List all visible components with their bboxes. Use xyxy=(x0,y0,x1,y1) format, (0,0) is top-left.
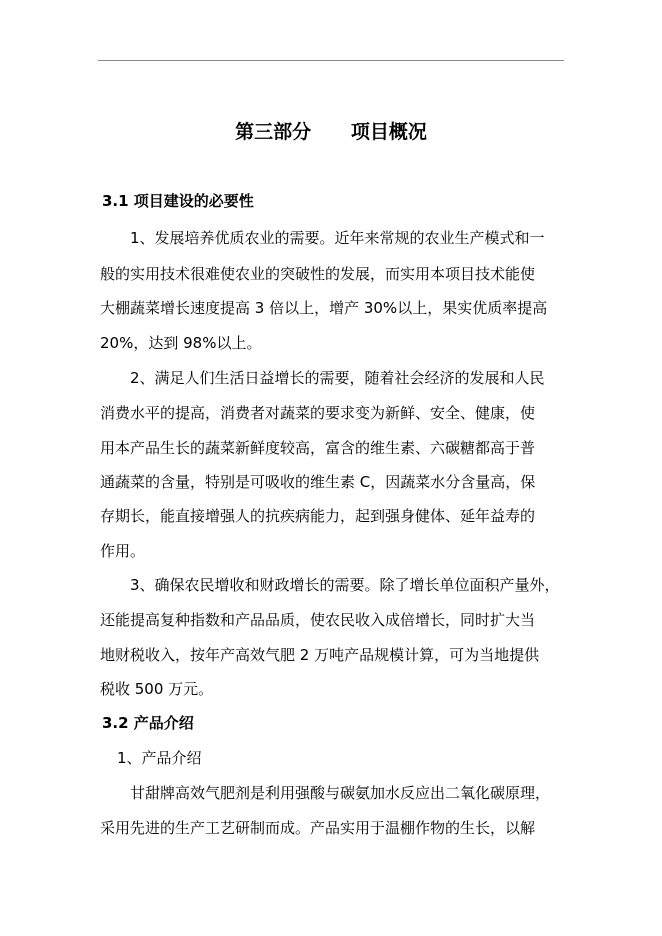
section-heading-3-1: 3.1 项目建设的必要性 xyxy=(102,192,254,210)
paragraph-line: 税收 500 万元。 xyxy=(100,680,214,698)
header-rule xyxy=(98,60,564,61)
paragraph-line: 消费水平的提高，消费者对蔬菜的要求变为新鲜、安全、健康，使 xyxy=(100,404,536,422)
paragraph-line: 作用。 xyxy=(100,542,146,560)
paragraph-line: 2、满足人们生活日益增长的需要，随着社会经济的发展和人民 xyxy=(130,369,545,387)
paragraph-line: 般的实用技术很难使农业的突破性的发展，而实用本项目技术能使 xyxy=(100,265,536,283)
section-heading-3-2: 3.2 产品介绍 xyxy=(102,714,194,732)
paragraph-line: 地财税收入，按年产高效气肥 2 万吨产品规模计算，可为当地提供 xyxy=(100,646,540,664)
paragraph-line: 存期长，能直接增强人的抗疾病能力，起到强身健体、延年益寿的 xyxy=(100,507,536,525)
paragraph-line: 采用先进的生产工艺研制而成。产品实用于温棚作物的生长，以解 xyxy=(100,819,536,837)
paragraph-line: 大棚蔬菜增长速度提高 3 倍以上，增产 30%以上，果实优质率提高 xyxy=(100,299,548,317)
subheading: 1、产品介绍 xyxy=(117,749,202,767)
paragraph-line: 20%，达到 98%以上。 xyxy=(100,334,262,352)
paragraph-line: 3、确保农民增收和财政增长的需要。除了增长单位面积产量外， xyxy=(130,576,560,594)
paragraph-line: 还能提高复种指数和产品品质，使农民收入成倍增长，同时扩大当 xyxy=(100,611,536,629)
paragraph-line: 甘甜牌高效气肥剂是利用强酸与碳氨加水反应出二氧化碳原理， xyxy=(130,784,551,802)
paragraph-line: 用本产品生长的蔬菜新鲜度较高，富含的维生素、六碳糖都高于普 xyxy=(100,439,536,457)
page-title: 第三部分 项目概况 xyxy=(235,121,427,143)
paragraph-line: 通蔬菜的含量，特别是可吸收的维生素 C，因蔬菜水分含量高，保 xyxy=(100,473,536,491)
paragraph-line: 1、发展培养优质农业的需要。近年来常规的农业生产模式和一 xyxy=(130,229,545,247)
